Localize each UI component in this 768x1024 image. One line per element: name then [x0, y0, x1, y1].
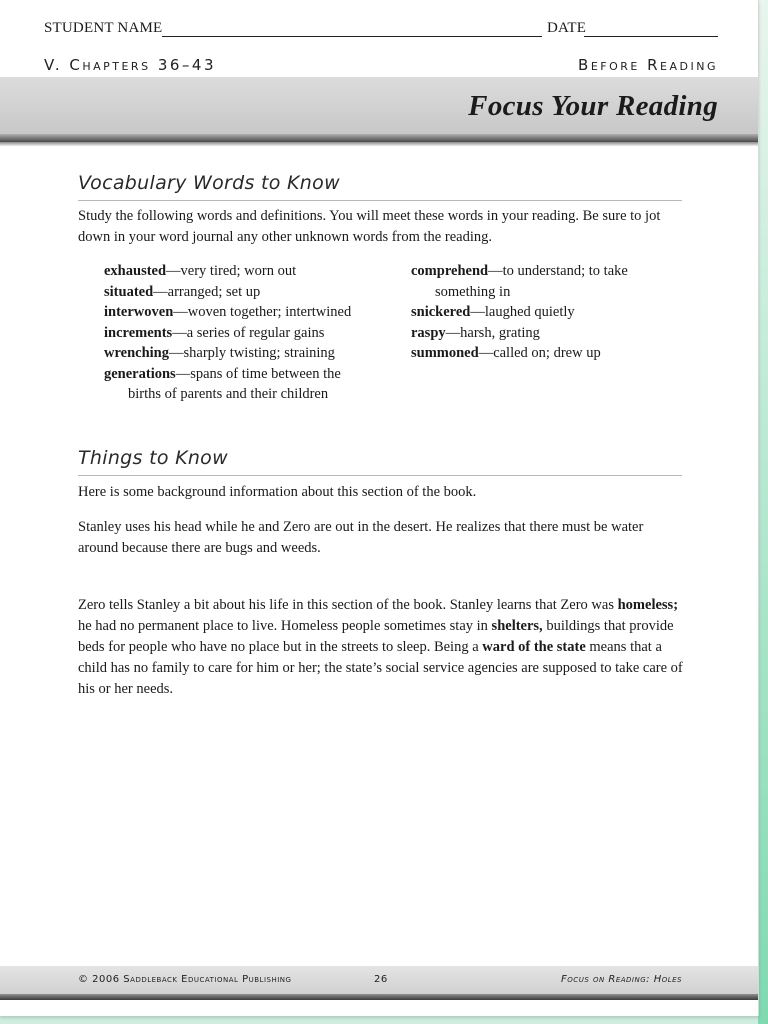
date-label: DATE	[547, 20, 587, 36]
footer-page-number: 26	[374, 974, 388, 985]
vocab-entry: generations—spans of time between the	[104, 365, 341, 382]
reading-stage: Before Reading	[578, 56, 718, 74]
footer-series: Focus on Reading: Holes	[561, 974, 682, 985]
things-paragraph-1: Stanley uses his head while he and Zero are out in the desert. He realizes that there must be water around because there are bugs and weeds.	[78, 519, 644, 556]
vocabulary-heading: Vocabulary Words to Know	[78, 172, 340, 194]
vocab-entry: summoned—called on; drew up	[411, 345, 601, 361]
vocab-entry: snickered—laughed quietly	[411, 304, 575, 320]
banner-divider	[0, 134, 758, 142]
vocabulary-rule	[78, 200, 682, 201]
things-intro: Here is some background information about this section of the book.	[78, 484, 477, 500]
vocabulary-intro: Study the following words and definitions. You will meet these words in your reading. Be sure to jot down in your word journal any other unknown words from the reading.	[78, 208, 661, 245]
banner-title: Focus Your Reading	[468, 90, 718, 122]
footer-copyright: © 2006 Saddleback Educational Publishing	[78, 974, 292, 985]
vocab-entry-continued: something in	[435, 283, 511, 300]
vocab-entry-continued: births of parents and their children	[128, 386, 329, 402]
vocab-entry: wrenching—sharply twisting; straining	[104, 345, 335, 361]
vocab-entry: increments—a series of regular gains	[104, 324, 325, 341]
chapter-title: V. Chapters 36–43	[44, 56, 217, 74]
things-heading: Things to Know	[78, 447, 228, 469]
vocab-list-left	[104, 261, 394, 405]
vocab-entry: comprehend—to understand; to take	[411, 263, 628, 279]
chapter-row	[44, 56, 718, 78]
things-paragraph-2: Zero tells Stanley a bit about his life in this section of the book. Stanley learns that Zero was homeless; he had no permanent place to live. Homeless people sometimes stay in shelters, buildings that provide beds for people who have no place but in the streets to sleep. Being a ward of the state means that a child has no family to care for him or her; the state’s social service agencies are supposed to take care of his or her needs.	[78, 597, 683, 697]
student-name-line	[162, 36, 542, 37]
vocab-entry: interwoven—woven together; intertwined	[104, 304, 352, 320]
date-line	[584, 36, 718, 37]
vocab-entry: exhausted—very tired; worn out	[104, 263, 297, 279]
vocab-entry: situated—arranged; set up	[104, 283, 261, 300]
banner-divider-shadow	[0, 142, 758, 146]
student-info-row	[44, 20, 718, 42]
vocab-entry: raspy—harsh, grating	[411, 324, 540, 341]
vocab-list-right	[411, 261, 691, 364]
student-name-label: STUDENT NAME	[44, 20, 163, 36]
footer-divider	[0, 994, 758, 1000]
page-edge	[758, 0, 768, 1024]
things-rule	[78, 475, 682, 476]
